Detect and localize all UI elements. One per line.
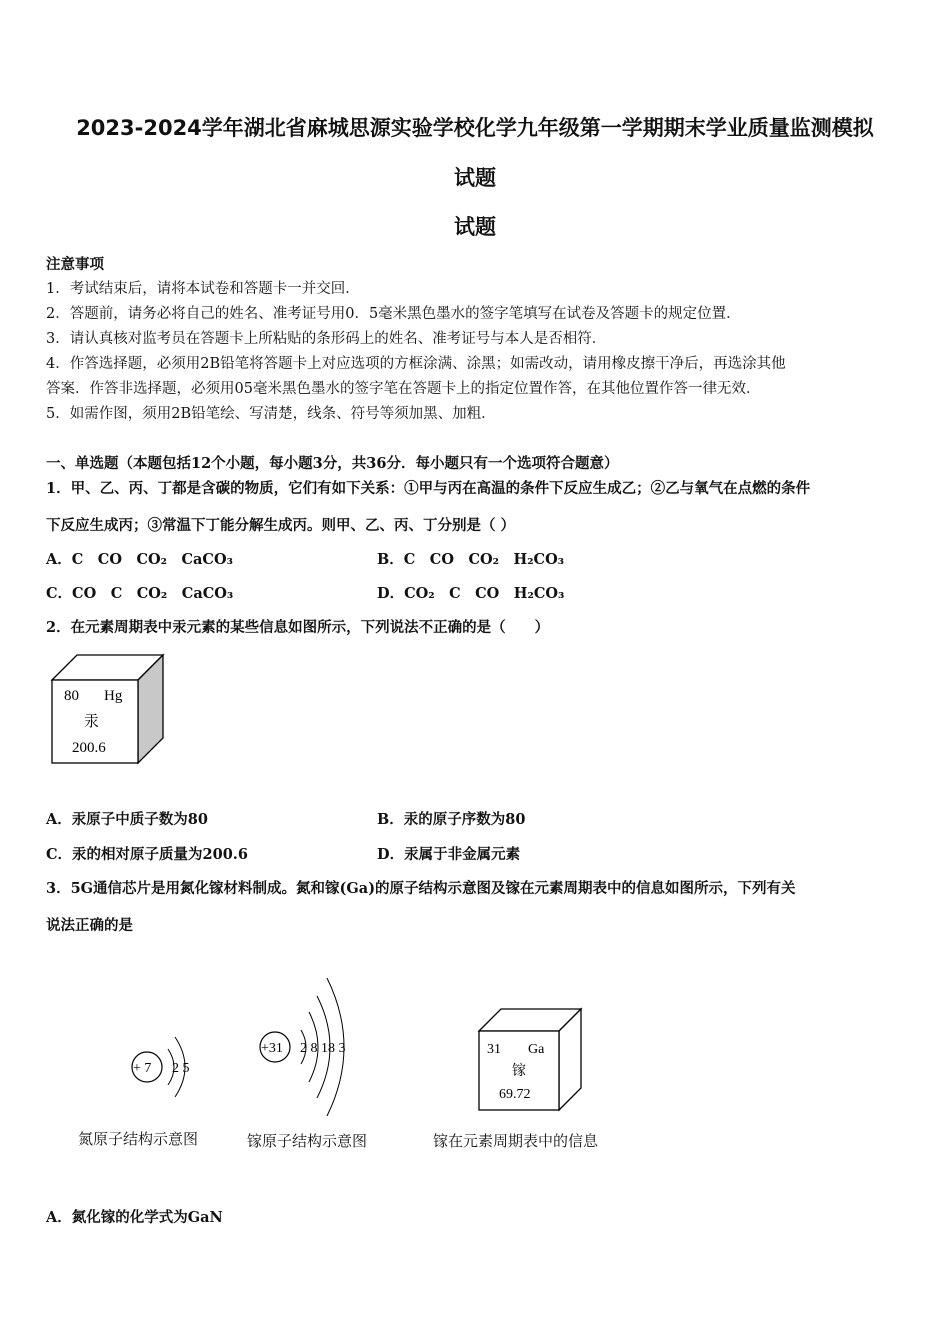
gallium-cell-caption: 镓在元素周期表中的信息 [433, 1132, 599, 1150]
question-1-stem-cont: 下反应生成丙；③常温下丁能分解生成丙。则甲、乙、丙、丁分别是（ ） [46, 517, 516, 534]
gallium-atom-caption: 镓原子结构示意图 [247, 1132, 368, 1150]
q2-option-b[interactable]: B．汞的原子序数为80 [377, 811, 526, 828]
q2-option-d[interactable]: D．汞属于非金属元素 [377, 846, 521, 863]
question-3-stem-cont: 说法正确的是 [46, 917, 133, 934]
notice-heading: 注意事项 [46, 256, 104, 273]
question-3-stem: 3．5G通信芯片是用氮化镓材料制成。氮和镓(Ga)的原子结构示意图及镓在元素周期表中的信息如图所示，下列有关 [46, 880, 796, 897]
ga-mass: 69.72 [499, 1087, 531, 1102]
page-title: 2023-2024学年湖北省麻城思源实验学校化学九年级第一学期期末学业质量监测模拟 [76, 116, 874, 140]
hg-atomic-number: 80 [64, 688, 79, 704]
notice-item: 2．答题前，请务必将自己的姓名、准考证号用0．5毫米黑色墨水的签字笔填写在试卷及答题卡的规定位置． [46, 306, 741, 322]
ga-atomic-number: 31 [487, 1042, 501, 1057]
question-1-stem: 1．甲、乙、丙、丁都是含碳的物质，它们有如下关系：①甲与丙在高温的条件下反应生成乙；②乙与氧气在点燃的条件 [46, 480, 811, 497]
gallium-element-cell [474, 1006, 589, 1116]
notice-item: 3．请认真核对监考员在答题卡上所粘贴的条形码上的姓名、准考证号与本人是否相符． [46, 331, 607, 347]
page-title-line2: 试题 [454, 166, 496, 190]
hg-mass: 200.6 [72, 740, 106, 756]
section-heading: 一、单选题（本题包括12个小题，每小题3分，共36分．每小题只有一个选项符合题意） [46, 455, 619, 472]
q3-option-a[interactable]: A．氮化镓的化学式为GaN [46, 1209, 223, 1226]
nitrogen-atom-diagram [120, 1015, 220, 1115]
hg-symbol: Hg [104, 688, 123, 704]
q1-option-c[interactable]: C．CO C CO₂ CaCO₃ [46, 585, 234, 602]
notice-item: 4．作答选择题，必须用2B铅笔将答题卡上对应选项的方框涂满、涂黑；如需改动，请用橡皮擦干净后，再选涂其他 [46, 356, 786, 372]
ga-symbol: Ga [528, 1042, 545, 1057]
notice-item: 5．如需作图，须用2B铅笔绘、写清楚，线条、符号等须加黑、加粗． [46, 406, 496, 422]
question-2-stem: 2．在元素周期表中汞元素的某些信息如图所示，下列说法不正确的是（ ） [46, 619, 550, 636]
q2-option-c[interactable]: C．汞的相对原子质量为200.6 [46, 846, 248, 863]
hg-name: 汞 [84, 714, 100, 730]
notice-item: 1．考试结束后，请将本试卷和答题卡一并交回． [46, 281, 360, 297]
notice-item: 答案．作答非选择题，必须用05毫米黑色墨水的签字笔在答题卡上的指定位置作答，在其他位置作答一律无效． [46, 381, 761, 397]
n-nucleus: + 7 [133, 1061, 152, 1076]
mercury-element-cell [44, 648, 174, 770]
q2-option-a[interactable]: A．汞原子中质子数为80 [46, 811, 208, 828]
ga-nucleus: +31 [261, 1041, 283, 1056]
nitrogen-atom-caption: 氮原子结构示意图 [78, 1130, 199, 1148]
q1-option-a[interactable]: A．C CO CO₂ CaCO₃ [46, 551, 233, 568]
q1-option-b[interactable]: B．C CO CO₂ H₂CO₃ [377, 551, 565, 568]
q1-option-d[interactable]: D．CO₂ C CO H₂CO₃ [377, 585, 565, 602]
gallium-atom-diagram [255, 968, 375, 1118]
page-subtitle: 试题 [454, 215, 496, 239]
n-shells: 2 5 [172, 1061, 190, 1076]
ga-name: 镓 [512, 1064, 526, 1079]
ga-shells: 2 8 18 3 [300, 1041, 346, 1056]
